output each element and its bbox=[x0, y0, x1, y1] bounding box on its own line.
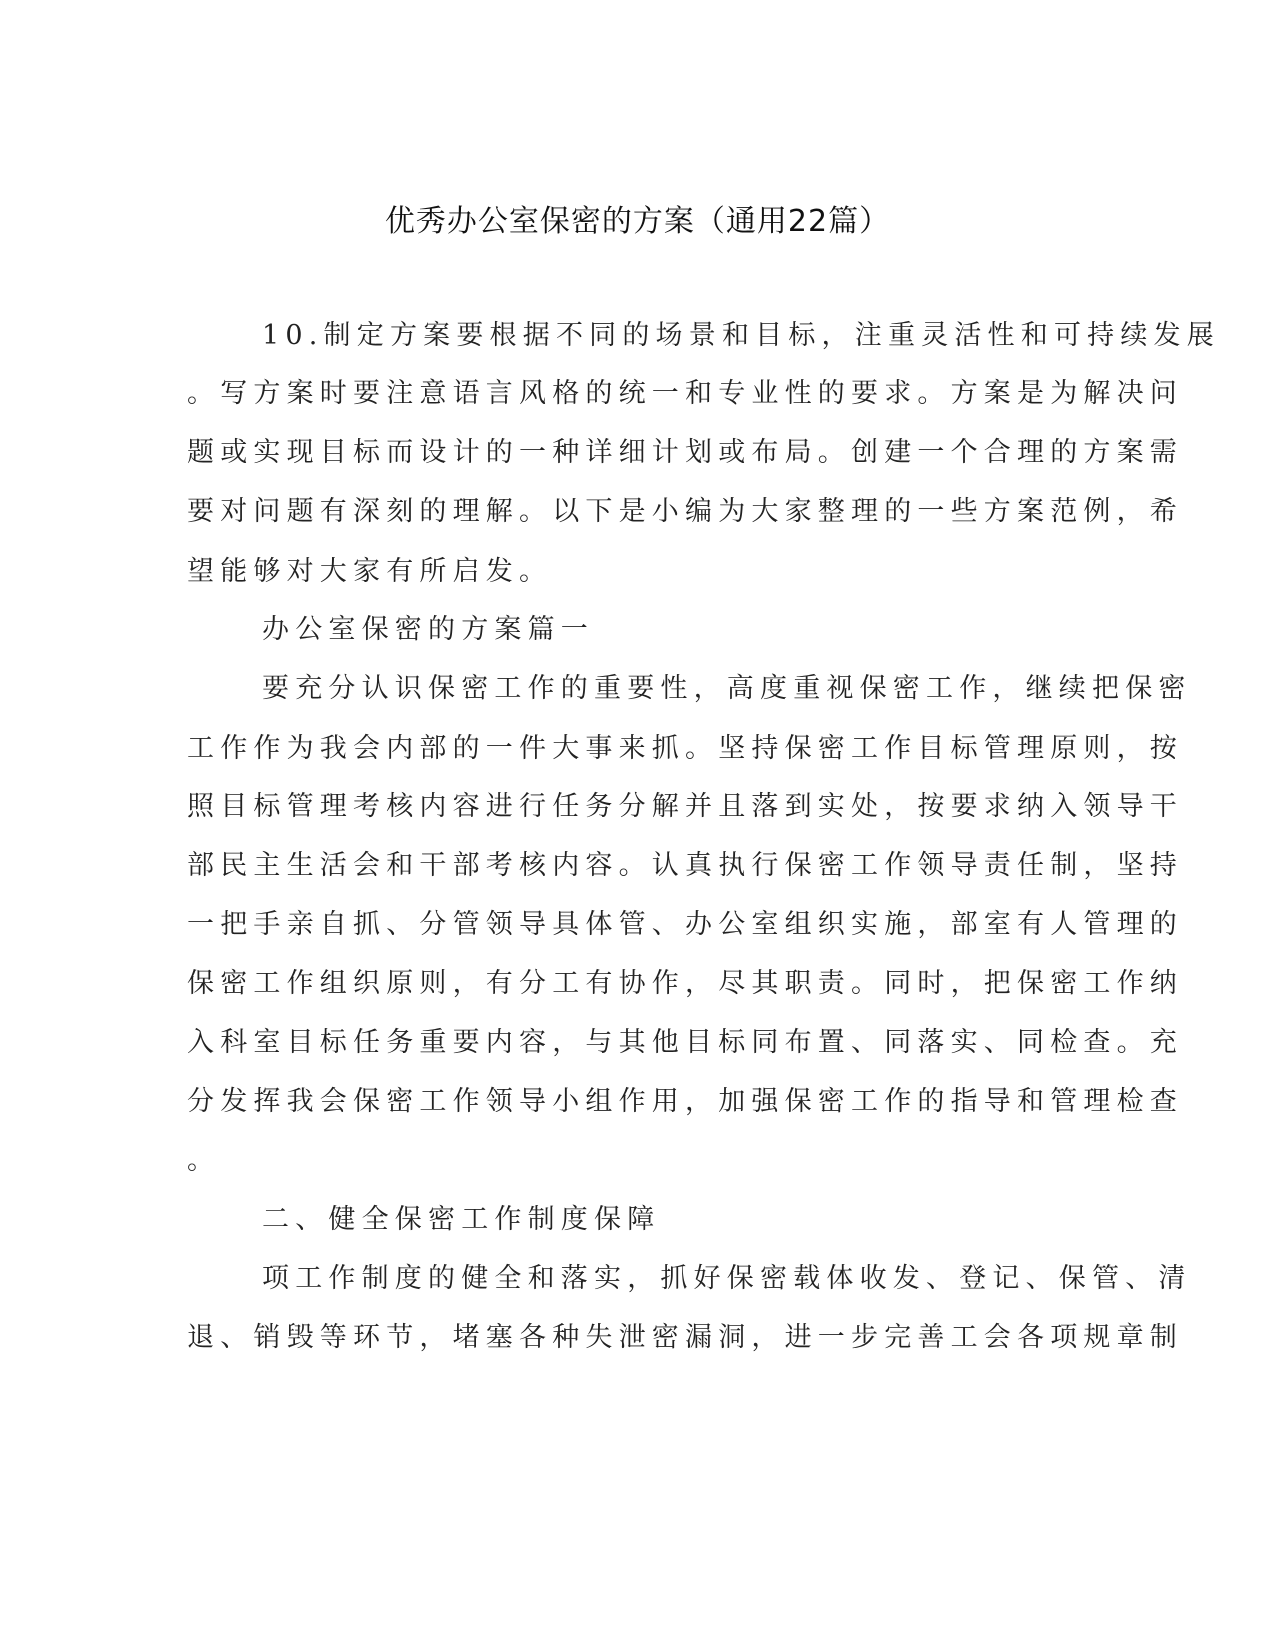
paragraph-line: 10.制定方案要根据不同的场景和目标，注重灵活性和可持续发展 bbox=[262, 320, 1220, 351]
paragraph-line: 入科室目标任务重要内容，与其他目标同布置、同落实、同检查。充 bbox=[187, 1027, 1183, 1058]
paragraph-line: 部民主生活会和干部考核内容。认真执行保密工作领导责任制，坚持 bbox=[187, 850, 1183, 881]
section-heading: 二、健全保密工作制度保障 bbox=[262, 1204, 661, 1235]
paragraph-line: 题或实现目标而设计的一种详细计划或布局。创建一个合理的方案需 bbox=[187, 437, 1183, 468]
paragraph-line: 分发挥我会保密工作领导小组作用，加强保密工作的指导和管理检查 bbox=[187, 1086, 1183, 1117]
paragraph-line: 。 bbox=[187, 1145, 221, 1176]
section-heading: 办公室保密的方案篇一 bbox=[262, 614, 594, 645]
paragraph-line: 要对问题有深刻的理解。以下是小编为大家整理的一些方案范例，希 bbox=[187, 496, 1183, 527]
paragraph-line: 要充分认识保密工作的重要性，高度重视保密工作，继续把保密 bbox=[262, 673, 1192, 704]
paragraph-line: 。写方案时要注意语言风格的统一和专业性的要求。方案是为解决问 bbox=[187, 378, 1183, 409]
paragraph-line: 工作作为我会内部的一件大事来抓。坚持保密工作目标管理原则，按 bbox=[187, 733, 1183, 764]
document-title: 优秀办公室保密的方案（通用22篇） bbox=[384, 204, 891, 239]
paragraph-line: 一把手亲自抓、分管领导具体管、办公室组织实施，部室有人管理的 bbox=[187, 909, 1183, 940]
paragraph-line: 项工作制度的健全和落实，抓好保密载体收发、登记、保管、清 bbox=[262, 1263, 1192, 1294]
paragraph-line: 照目标管理考核内容进行任务分解并且落到实处，按要求纳入领导干 bbox=[187, 791, 1183, 822]
paragraph-line: 保密工作组织原则，有分工有协作，尽其职责。同时，把保密工作纳 bbox=[187, 968, 1183, 999]
paragraph-line: 望能够对大家有所启发。 bbox=[187, 556, 553, 587]
paragraph-line: 退、销毁等环节，堵塞各种失泄密漏洞，进一步完善工会各项规章制 bbox=[187, 1322, 1183, 1353]
